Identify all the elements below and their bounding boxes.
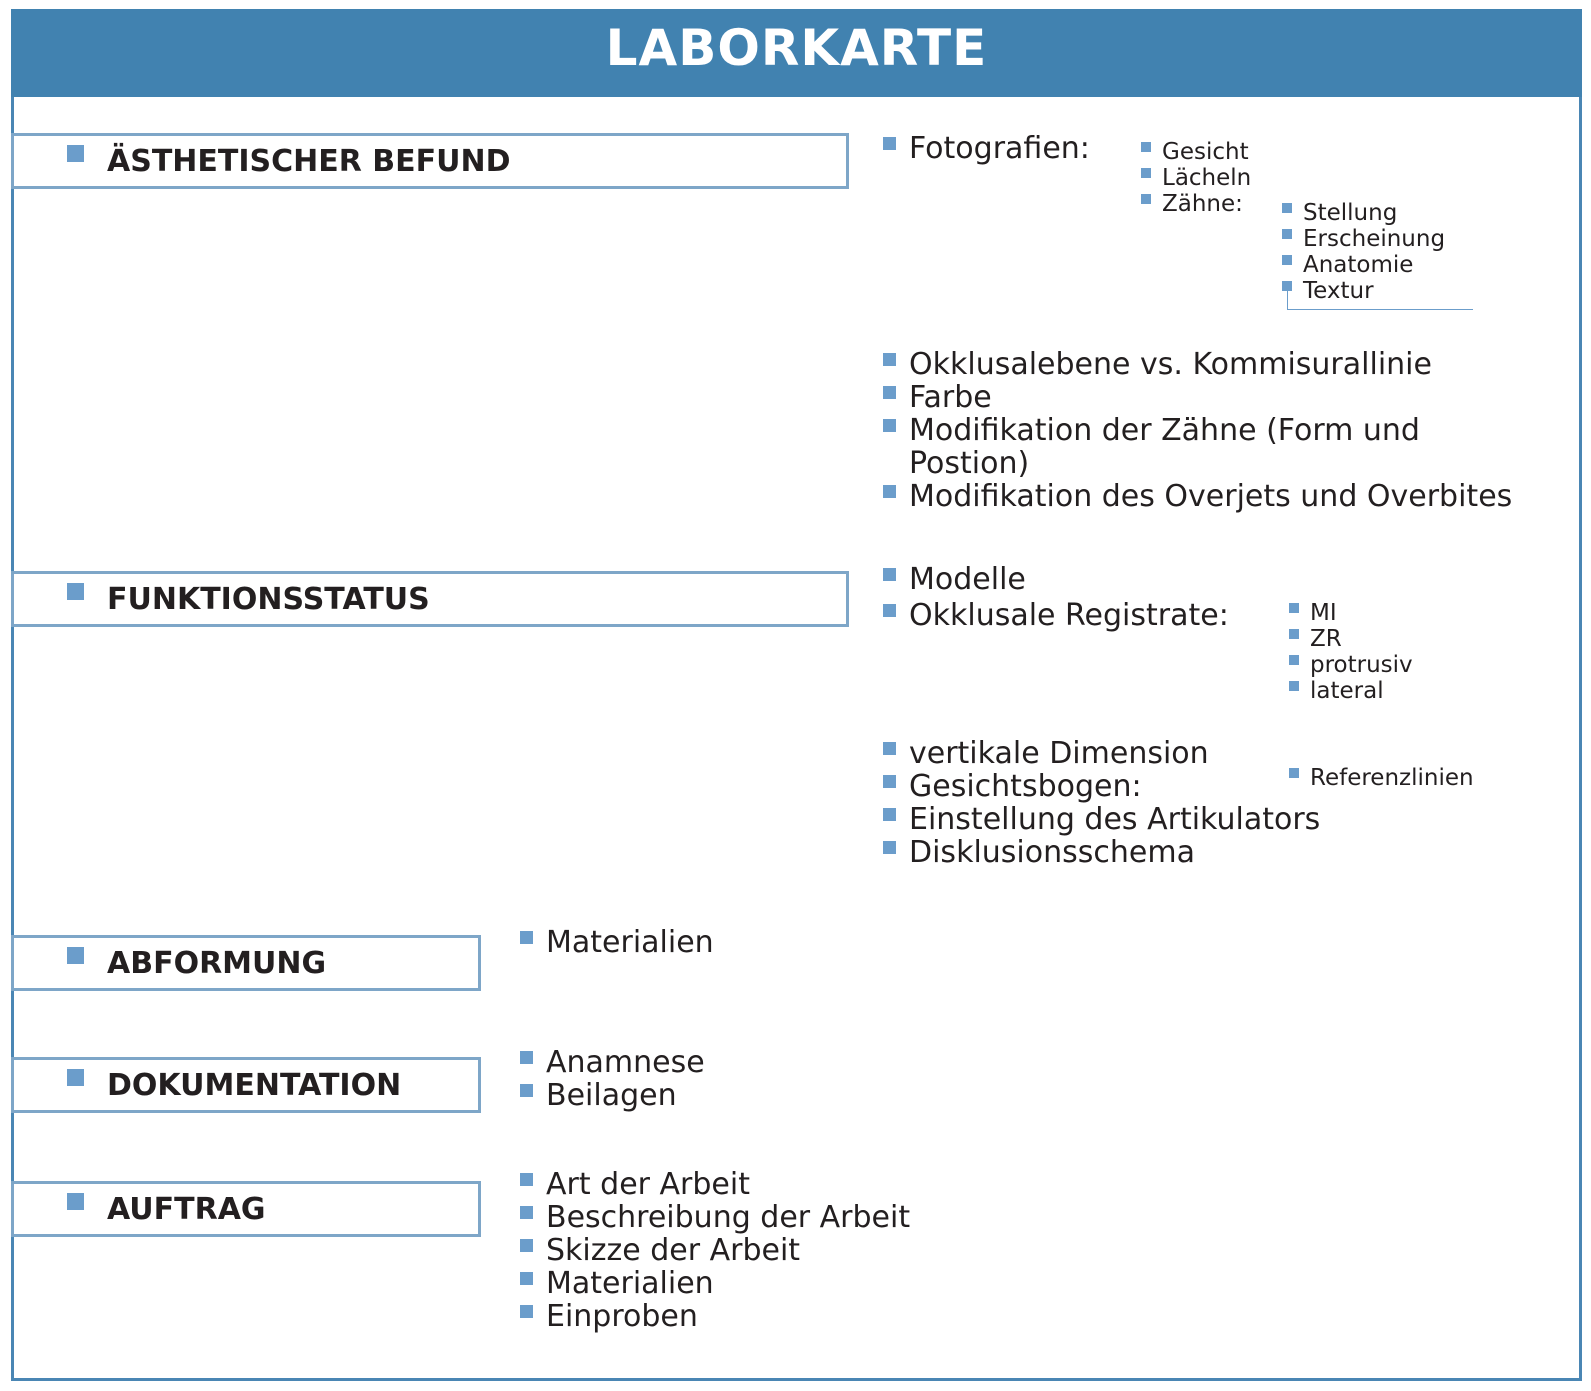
list-item: Zähne: <box>1141 191 1243 217</box>
list-item: Farbe <box>883 381 992 414</box>
bullet-square <box>1289 603 1299 613</box>
section-label: FUNKTIONSSTATUS <box>107 582 430 617</box>
section-label: AUFTRAG <box>107 1192 266 1227</box>
bullet-square <box>1289 655 1299 665</box>
bullet-square <box>883 742 896 755</box>
bullet-square <box>1282 281 1292 291</box>
list-item: Gesicht <box>1141 139 1249 165</box>
list-item: Gesichtsbogen: <box>883 770 1142 803</box>
list-item: Einproben <box>520 1300 698 1333</box>
list-item: Einstellung des Artikulators <box>883 803 1320 836</box>
bullet-square <box>520 931 533 944</box>
list-item: Erscheinung <box>1282 226 1445 252</box>
list-item: Skizze der Arbeit <box>520 1234 800 1267</box>
bullet-square <box>883 568 896 581</box>
list-item: Anatomie <box>1282 252 1413 278</box>
bullet-square <box>1141 142 1151 152</box>
list-item: Disklusionsschema <box>883 836 1195 869</box>
list-item: Materialien <box>520 1267 714 1300</box>
list-item: Beilagen <box>520 1079 677 1112</box>
bullet-square <box>883 386 896 399</box>
list-item: lateral <box>1289 678 1384 704</box>
bullet-square <box>883 419 896 432</box>
bullet-square <box>67 583 84 600</box>
bullet-square <box>883 485 896 498</box>
bullet-square <box>520 1051 533 1064</box>
bullet-square <box>1141 168 1151 178</box>
list-item: Okklusalebene vs. Kommisurallinie <box>883 348 1432 381</box>
bullet-square <box>1282 229 1292 239</box>
section-dokumentation <box>11 1057 481 1113</box>
bullet-square <box>520 1206 533 1219</box>
bullet-square <box>520 1173 533 1186</box>
list-item: Referenzlinien <box>1289 765 1474 791</box>
bullet-square <box>883 604 896 617</box>
section-label: DOKUMENTATION <box>107 1068 402 1103</box>
section-abformung <box>11 935 481 991</box>
bullet-square <box>67 1193 84 1210</box>
bullet-square <box>520 1239 533 1252</box>
section-function <box>11 571 849 627</box>
list-item: vertikale Dimension <box>883 737 1209 770</box>
section-auftrag <box>11 1181 481 1237</box>
bracket-line <box>1287 291 1473 310</box>
list-item-fotografien: Fotografien: <box>883 132 1090 165</box>
list-item: Lächeln <box>1141 165 1251 191</box>
section-label: ABFORMUNG <box>107 946 327 981</box>
bullet-square <box>883 353 896 366</box>
bullet-square <box>520 1305 533 1318</box>
list-item: Okklusale Registrate: <box>883 599 1229 632</box>
bullet-square <box>883 775 896 788</box>
list-item: MI <box>1289 600 1337 626</box>
bullet-square <box>67 1069 84 1086</box>
bullet-square <box>883 841 896 854</box>
list-item: Art der Arbeit <box>520 1168 750 1201</box>
list-item: protrusiv <box>1289 652 1413 678</box>
section-label: ÄSTHETISCHER BEFUND <box>107 144 511 179</box>
bullet-square <box>67 947 84 964</box>
bullet-square <box>1282 203 1292 213</box>
page-title: LABORKARTE <box>11 9 1582 97</box>
bullet-square <box>520 1272 533 1285</box>
bullet-square <box>67 145 84 162</box>
list-item: Textur <box>1282 278 1374 304</box>
list-item: Stellung <box>1282 200 1397 226</box>
list-item: Materialien <box>520 926 714 959</box>
section-aesthetic <box>11 133 849 189</box>
list-item-continuation: Postion) <box>909 446 1030 481</box>
bullet-square <box>1282 255 1292 265</box>
list-item: Beschreibung der Arbeit <box>520 1201 910 1234</box>
bullet-square <box>1289 681 1299 691</box>
bullet-square <box>883 137 896 150</box>
bullet-square <box>1141 194 1151 204</box>
list-item: ZR <box>1289 626 1342 652</box>
list-item: Modelle <box>883 563 1026 596</box>
bullet-square <box>1289 768 1299 778</box>
bullet-square <box>1289 629 1299 639</box>
list-item: Modifikation des Overjets und Overbites <box>883 480 1512 513</box>
list-item: Modifikation der Zähne (Form und <box>883 414 1420 447</box>
bullet-square <box>883 808 896 821</box>
bullet-square <box>520 1084 533 1097</box>
list-item: Anamnese <box>520 1046 705 1079</box>
